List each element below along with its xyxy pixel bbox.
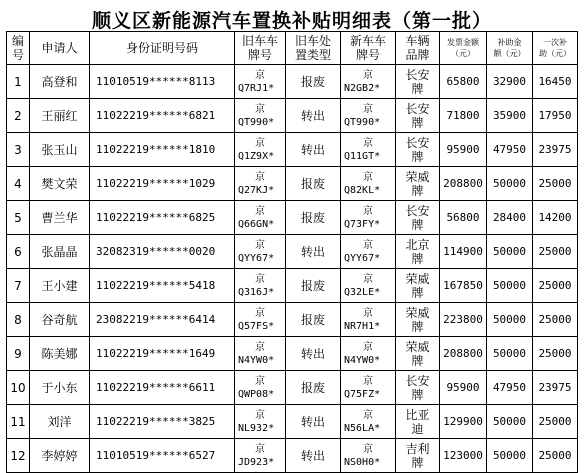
old-plate: 京 Q316J* [235,269,286,303]
old-plate: 京 QWP08* [235,371,286,405]
new-plate: 京 NR7H1* [341,303,396,337]
table-row [7,99,578,133]
onetime-subsidy: 25000 [533,167,578,201]
id-number: 11010519******8113 [90,65,235,99]
disposal-type: 转出 [286,133,341,167]
id-number: 11022219******3825 [90,405,235,439]
new-plate: 京 Q82KL* [341,167,396,201]
applicant-name: 刘洋 [30,405,90,439]
table-row [7,65,578,99]
vehicle-brand: 比亚 迪 [396,405,440,439]
subsidy-table [6,31,578,473]
applicant-name: 樊文荣 [30,167,90,201]
old-plate: 京 Q7RJ1* [235,65,286,99]
row-number: 8 [7,303,30,337]
disposal-type: 报废 [286,371,341,405]
applicant-name: 张玉山 [30,133,90,167]
applicant-name: 高登和 [30,65,90,99]
subsidy-amount: 50000 [487,235,533,269]
id-number: 23082219******6414 [90,303,235,337]
header-subsidy: 补助金 额（元） [487,32,533,65]
vehicle-brand: 荣威 牌 [396,337,440,371]
disposal-type: 报废 [286,167,341,201]
onetime-subsidy: 17950 [533,99,578,133]
document-title: 顺义区新能源汽车置换补贴明细表（第一批） [91,10,492,32]
disposal-type: 转出 [286,439,341,473]
invoice-amount: 95900 [440,133,487,167]
old-plate: 京 Q57FS* [235,303,286,337]
invoice-amount: 167850 [440,269,487,303]
row-number: 5 [7,201,30,235]
old-plate: 京 Q1Z9X* [235,133,286,167]
header-old-type: 旧车处 置类型 [286,32,341,65]
disposal-type: 报废 [286,201,341,235]
onetime-subsidy: 23975 [533,371,578,405]
invoice-amount: 208800 [440,337,487,371]
applicant-name: 王小建 [30,269,90,303]
invoice-amount: 208800 [440,167,487,201]
id-number: 11022219******1029 [90,167,235,201]
header-id: 身份证明号码 [90,32,235,65]
old-plate: 京 JD923* [235,439,286,473]
new-plate: 京 Q11GT* [341,133,396,167]
old-plate: 京 QYY67* [235,235,286,269]
old-plate: 京 N4YW0* [235,337,286,371]
onetime-subsidy: 16450 [533,65,578,99]
row-number: 10 [7,371,30,405]
applicant-name: 曹兰华 [30,201,90,235]
new-plate: 京 Q75FZ* [341,371,396,405]
row-number: 11 [7,405,30,439]
new-plate: 京 N2GB2* [341,65,396,99]
subsidy-amount: 50000 [487,405,533,439]
header-row [7,32,578,65]
disposal-type: 转出 [286,235,341,269]
id-number: 11010519******6527 [90,439,235,473]
header-new-plate: 新车车 牌号 [341,32,396,65]
subsidy-amount: 32900 [487,65,533,99]
table-row [7,337,578,371]
subsidy-amount: 50000 [487,337,533,371]
onetime-subsidy: 25000 [533,405,578,439]
subsidy-amount: 35900 [487,99,533,133]
applicant-name: 于小东 [30,371,90,405]
vehicle-brand: 长安 牌 [396,201,440,235]
id-number: 32082319******0020 [90,235,235,269]
onetime-subsidy: 25000 [533,303,578,337]
new-plate: 京 QT990* [341,99,396,133]
row-number: 4 [7,167,30,201]
disposal-type: 报废 [286,303,341,337]
old-plate: 京 Q27KJ* [235,167,286,201]
id-number: 11022219******5418 [90,269,235,303]
vehicle-brand: 长安 牌 [396,371,440,405]
id-number: 11022219******1649 [90,337,235,371]
subsidy-amount: 47950 [487,371,533,405]
new-plate: 京 NS0H0* [341,439,396,473]
invoice-amount: 65800 [440,65,487,99]
invoice-amount: 123000 [440,439,487,473]
table-row [7,133,578,167]
id-number: 11022219******1810 [90,133,235,167]
header-old-plate: 旧车车 牌号 [235,32,286,65]
applicant-name: 陈美娜 [30,337,90,371]
onetime-subsidy: 23975 [533,133,578,167]
invoice-amount: 71800 [440,99,487,133]
header-onetime: 一次补 助（元） [533,32,578,65]
invoice-amount: 56800 [440,201,487,235]
vehicle-brand: 荣威 牌 [396,303,440,337]
disposal-type: 转出 [286,99,341,133]
invoice-amount: 95900 [440,371,487,405]
header-brand: 车辆 品牌 [396,32,440,65]
onetime-subsidy: 14200 [533,201,578,235]
subsidy-amount: 50000 [487,167,533,201]
subsidy-amount: 50000 [487,303,533,337]
vehicle-brand: 荣威 牌 [396,167,440,201]
onetime-subsidy: 25000 [533,337,578,371]
disposal-type: 报废 [286,65,341,99]
applicant-name: 张晶晶 [30,235,90,269]
new-plate: 京 Q32LE* [341,269,396,303]
row-number: 7 [7,269,30,303]
new-plate: 京 Q73FY* [341,201,396,235]
row-number: 6 [7,235,30,269]
row-number: 3 [7,133,30,167]
disposal-type: 报废 [286,269,341,303]
new-plate: 京 N4YW0* [341,337,396,371]
applicant-name: 李婷婷 [30,439,90,473]
table-row [7,167,578,201]
old-plate: 京 NL932* [235,405,286,439]
vehicle-brand: 长安 牌 [396,65,440,99]
applicant-name: 谷奇航 [30,303,90,337]
applicant-name: 王丽红 [30,99,90,133]
row-number: 1 [7,65,30,99]
header-applicant: 申请人 [30,32,90,65]
new-plate: 京 N56LA* [341,405,396,439]
table-row [7,235,578,269]
old-plate: 京 Q66GN* [235,201,286,235]
disposal-type: 转出 [286,337,341,371]
vehicle-brand: 长安 牌 [396,133,440,167]
vehicle-brand: 荣威 牌 [396,269,440,303]
table-row [7,439,578,473]
header-no: 编 号 [7,32,30,65]
invoice-amount: 223800 [440,303,487,337]
subsidy-amount: 47950 [487,133,533,167]
onetime-subsidy: 25000 [533,235,578,269]
onetime-subsidy: 25000 [533,439,578,473]
disposal-type: 转出 [286,405,341,439]
vehicle-brand: 北京 牌 [396,235,440,269]
subsidy-amount: 50000 [487,269,533,303]
id-number: 11022219******6821 [90,99,235,133]
onetime-subsidy: 25000 [533,269,578,303]
table-row [7,269,578,303]
invoice-amount: 129900 [440,405,487,439]
table-row [7,201,578,235]
subsidy-amount: 50000 [487,439,533,473]
row-number: 9 [7,337,30,371]
table-row [7,405,578,439]
table-row [7,303,578,337]
table-row [7,371,578,405]
row-number: 2 [7,99,30,133]
subsidy-amount: 28400 [487,201,533,235]
row-number: 12 [7,439,30,473]
old-plate: 京 QT990* [235,99,286,133]
invoice-amount: 114900 [440,235,487,269]
new-plate: 京 QYY67* [341,235,396,269]
id-number: 11022219******6611 [90,371,235,405]
header-price: 发票金额 （元） [440,32,487,65]
vehicle-brand: 吉利 牌 [396,439,440,473]
id-number: 11022219******6825 [90,201,235,235]
vehicle-brand: 长安 牌 [396,99,440,133]
